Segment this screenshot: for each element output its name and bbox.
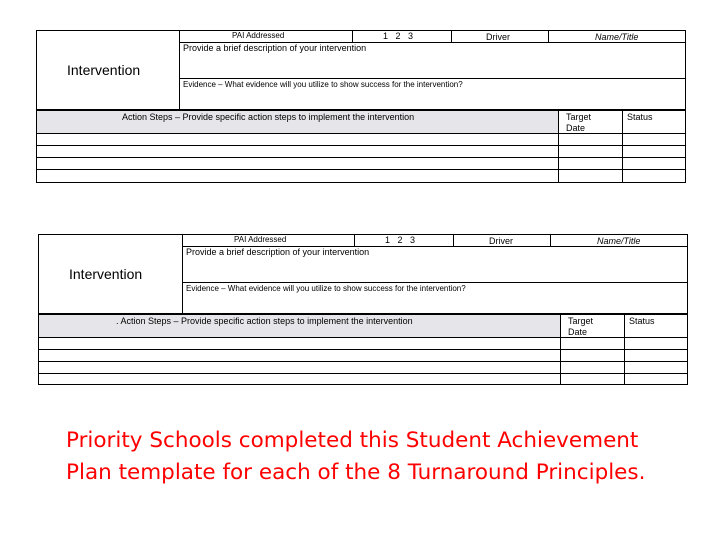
action-steps-label: . Action Steps – Provide specific action steps to implement the intervention: [116, 316, 413, 326]
driver-label: Driver: [489, 236, 513, 246]
pai-options[interactable]: 1 2 3: [383, 31, 414, 41]
evidence-label: Evidence – What evidence will you utilize to show success for the intervention?: [186, 284, 466, 293]
evidence-field[interactable]: [183, 295, 687, 313]
target-date-label: Target Date: [568, 316, 594, 337]
description-label: Provide a brief description of your intervention: [186, 247, 370, 257]
status-label: Status: [627, 112, 653, 122]
driver-label: Driver: [486, 32, 510, 42]
pai-addressed-label: PAI Addressed: [234, 235, 287, 244]
evidence-label: Evidence – What evidence will you utilize to show success for the intervention?: [183, 80, 463, 89]
action-steps-label: Action Steps – Provide specific action steps to implement the intervention: [122, 112, 415, 122]
description-field[interactable]: [183, 259, 687, 281]
name-title-label: Name/Title: [597, 236, 641, 246]
target-date-label: Target Date: [566, 112, 592, 133]
intervention-label: Intervention: [69, 266, 143, 282]
caption-line-1: Priority Schools completed this Student Achievement: [66, 428, 639, 453]
intervention-label: Intervention: [67, 62, 141, 78]
name-title-label: Name/Title: [595, 32, 639, 42]
caption: [66, 425, 706, 489]
action-step-row[interactable]: [39, 362, 687, 373]
action-step-row[interactable]: [39, 350, 687, 361]
action-step-row[interactable]: [39, 374, 687, 384]
status-label: Status: [629, 316, 655, 326]
action-step-row[interactable]: [39, 338, 687, 349]
pai-addressed-label: PAI Addressed: [232, 31, 285, 40]
pai-options[interactable]: 1 2 3: [385, 235, 416, 245]
description-label: Provide a brief description of your intervention: [183, 43, 367, 53]
caption-line-2: Plan template for each of the 8 Turnaround Principles.: [66, 460, 646, 485]
